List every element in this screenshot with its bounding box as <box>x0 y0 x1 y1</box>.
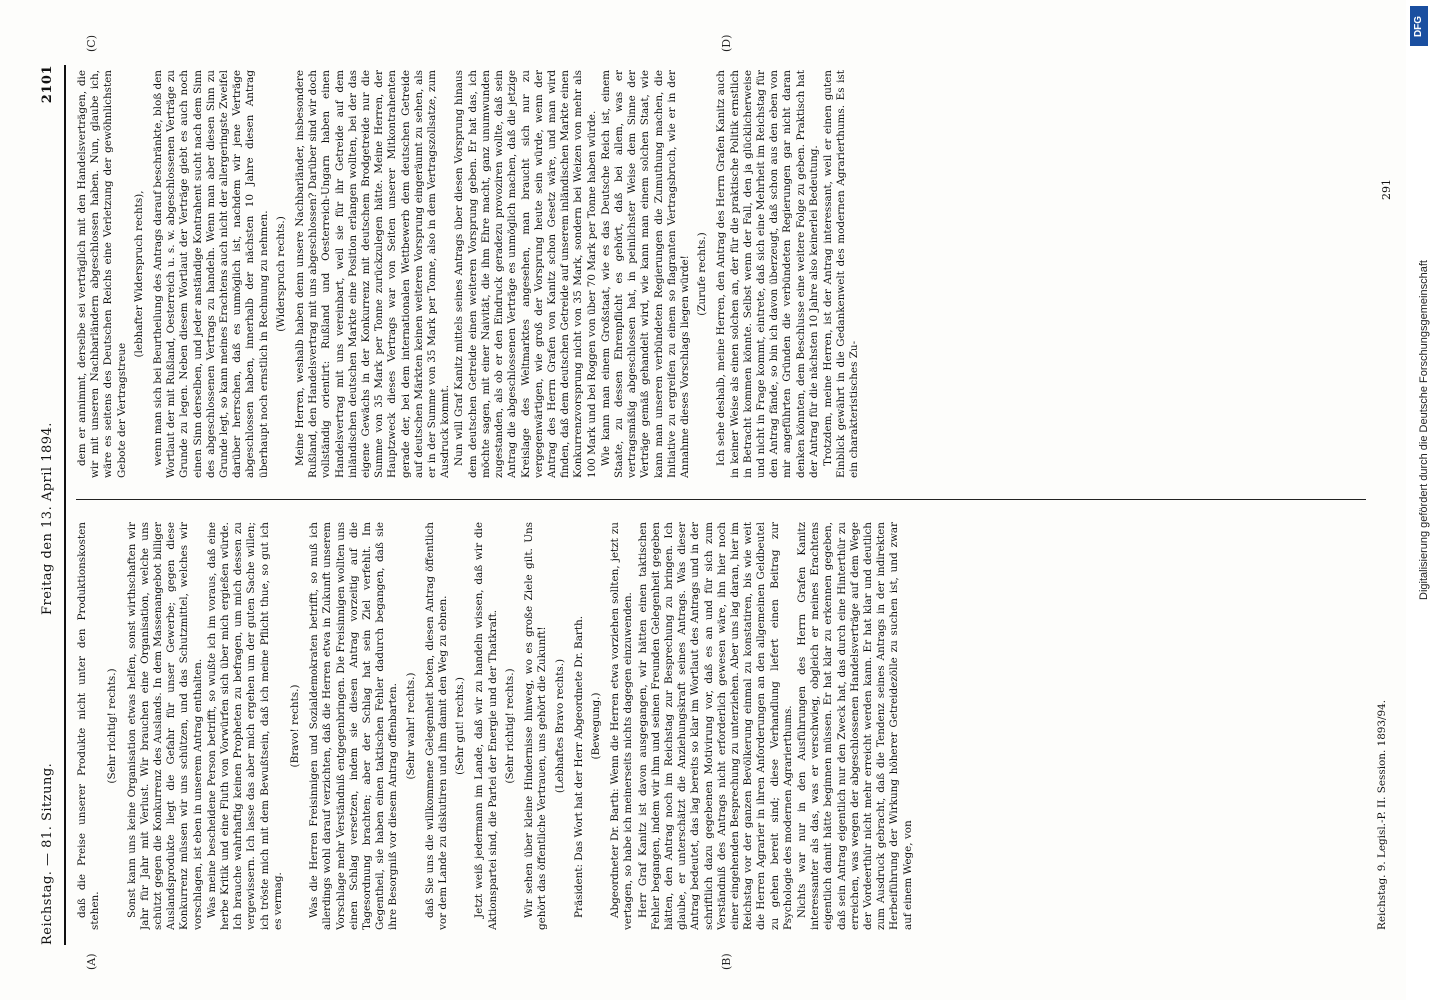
interjection: (Lebhaftes Bravo rechts.) <box>553 658 566 794</box>
paragraph: daß die Preise unserer Produkte nicht unter den Produktionskosten stehen. <box>76 522 102 930</box>
paragraph: wenn man sich bei Beurtheilung des Antrags darauf beschränkte, bloß den Wortlaut der mit Rußland, Oesterreich u. s. w. abgeschlossenen Verträge zu Grunde zu legen. Neben diesem Wortlaut der Verträge giebt es auch noch einen Sinn derselben, und jeder anständige Kontrahent sucht nach dem Sinn des abgeschlossenen Vertrags zu handeln. Wenn man aber diesen Sinn zu Grunde legt, so kann meines Erachtens auch nicht der allergeringste Zweifel darüber herrschen, daß es unmöglich ist, nachdem wir jene Verträge abgeschlossen haben, innerhalb der nächsten 10 Jahre diesen Antrag überhaupt noch ernstlich in Rechnung zu nehmen. <box>152 70 270 478</box>
margin-mark-b: (B) <box>720 953 733 970</box>
interjection: (Widerspruch rechts.) <box>274 216 287 332</box>
interjection: (Sehr richtig! rechts.) <box>106 668 119 784</box>
running-header <box>40 65 62 945</box>
interjection: (Zurufe rechts.) <box>696 232 709 316</box>
interjection: (Bravo! rechts.) <box>289 684 302 768</box>
header-date: Freitag den 13. April 1894. <box>40 422 55 615</box>
footer-page-mark: 291 <box>1380 179 1393 200</box>
right-column <box>76 70 1366 478</box>
margin-mark-c: (C) <box>85 35 98 52</box>
digitization-credit: Digitalisierung gefördert durch die Deutsche Forschungsgemeinschaft <box>1418 260 1430 600</box>
paragraph: Wie kann man einem Großstaat, wie es das Deutsche Reich ist, einem Staate, zu dessen Ehrenpflicht es gehört, daß bei allem, was er vertragsmäßig abgeschlossen hat, in peinlichster Weise dem Sinne der Verträge gemäß gehandelt wird, wie kann man einem solchen Staat, wie kann man unseren verbündeten Regierungen die Zumuthung machen, die Initiative zu ergreifen zu einem so flagranten Vertragsbruch, wie er in der Annahme dieses Vorschlags liegen würde! <box>599 70 691 478</box>
left-column <box>76 522 1366 930</box>
interjection: (Sehr wahr! rechts.) <box>404 672 417 780</box>
paragraph: Wir sehen über kleine Hindernisse hinweg, wo es große Ziele gilt. Uns gehört das öffentliche Vertrauen, uns gehört die Zukunft! <box>523 522 549 930</box>
header-rule <box>64 65 66 945</box>
interjection: (Bewegung.) <box>589 692 602 760</box>
paragraph: Jetzt weiß jedermann im Lande, daß wir zu handeln wissen, daß wir die Aktionspartei sind, die Partei der Energie und der Thatkraft. <box>473 522 499 930</box>
paragraph: Herr Graf Kanitz ist davon ausgegangen, wir hätten einen taktischen Fehler begangen, indem wir ihm und seinen Freunden Gelegenheit gegeben hätten, den Antrag noch im Reichstag zur Besprechung zu bringen. Ich glaube, er unterschätzt die Anziehungskraft seines Antrags. Was dieser Antrag bedeutet, das lag bereits so klar im Wortlaut des Antrags und in der schriftlich dazu gegebenen Motivirung vor, daß es an und für sich zum Verständniß des Antrags nicht erforderlich gewesen wäre, ihn hier noch einer eingehenden Besprechung zu unterziehen. Aber uns lag daran, hier im Reichstag vor der ganzen Bevölkerung einmal zu konstatiren, bis wie weit die Herren Agrarier in ihren Anforderungen an den allgemeinen Geldbeutel zu gehen bereit sind; diese Verhandlung liefert einen Beitrag zur Psychologie des modernen Agrarierthums. <box>636 522 794 930</box>
interjection: (Sehr richtig! rechts.) <box>503 668 516 784</box>
paragraph: Trotzdem, meine Herren, ist der Antrag interessant, weil er einen guten Einblick gewährt in die Gedankenwelt des modernen Agrarierthums. Es ist ein charakteristisches Zu- <box>821 70 861 478</box>
header-session: Reichstag. — 81. Sitzung. <box>40 762 55 945</box>
paragraph: Nichts war nur in den Ausführungen des Herrn Grafen Kanitz interessanter als das, was er verschwieg, obgleich er meines Erachtens eigentlich damit hätte beginnen müssen. Er hat klar zu erkennen gegeben, daß sein Antrag eigentlich nur den Zweck hat, das durch eine Hinterthür zu erreichen, was wegen der abgeschlossenen Handelsverträge auf dem Wege der Vordeerthür nicht mehr erreicht werden kann. Er hat klar und deutlich zum Ausdruck gebracht, daß die Tendenz seines Antrags in der indirekten Herbeiführung der Wirkung höherer Getreidezölle zu suchen ist, und zwar auf einem Wege, von <box>795 522 914 930</box>
dfg-logo-text: DFG <box>1413 15 1425 37</box>
paragraph: Präsident: Das Wort hat der Herr Abgeordnete Dr. Barth. <box>572 615 585 918</box>
paragraph: Nun will Graf Kanitz mittels seines Antrags über diesen Vorsprung hinaus dem deutschen Getreide einen weiteren Vorsprung geben. Er hat das, ich möchte sagen, mit einer Naivität, die ihm Ehre macht, ganz unumwunden zugestanden, als ob er den Eindruck geradezu provoziren wollte, daß sein Antrag die abgeschlossenen Verträge es unmöglich machen, daß die jetzige Kreislage des Weltmarktes angesehen, man braucht sich nur zu vergegenwärtigen, wie groß der Vorsprung heute sein würde, wenn der Antrag des Herrn Grafen von Kanitz schon Gesetz wäre, und man wird finden, daß dem deutschen Getreide auf unserem inländischen Markte einen Konkurrenzvorsprung nicht von 35 Mark, sondern bei Weizen von mehr als 100 Mark und bei Roggen von über 70 Mark per Tonne haben würde. <box>453 70 598 478</box>
paragraph: Was meine bescheidene Person betrifft, so wußte ich im voraus, daß eine herbe Kritik und eine Fluth von Vorwürfen sich über mich ergießen würde. Ich brauche wahrhaftig keinen Propheten zu befragen, um mich dessen zu vergewissern. Ich lasse das aber mich ergehen um der guten Sache willen; ich tröste mich mit dem Bewußtsein, daß ich meine Pflicht thue, so gut ich es vermag. <box>205 522 284 930</box>
margin-mark-d: (D) <box>720 34 733 52</box>
paragraph: Meine Herren, weshalb haben denn unsere Nachbarländer, insbesondere Rußland, den Handelsvertrag mit uns abgeschlossen? Darüber sind wir doch vollständig orientirt: Rußland und Oesterreich-Ungarn haben einen Handelsvertrag mit uns vereinbart, weil sie für ihr Getreide auf dem inländischen deutschen Markte eine Position erlangen wollten, bei der das eigene Gewächs in der Konkurrenz mit deutschem Brodgetreide nur die Summe von 35 Mark per Tonne zurückzulegen hätte. Meine Herren, der Hauptzweck dieses Vertrags war von Seiten unserer Mitkontrahenten gerade der, bei dem internationalen Wettbewerb dem deutschen Getreide auf deutschen Märkten keinen weiteren Vorsprung eingeräumt zu sehen, als er in der Summe von 35 Mark per Tonne, also in dem Vertragszollsatze, zum Ausdruck kommt. <box>294 70 452 478</box>
margin-mark-a: (A) <box>85 953 98 970</box>
header-page-number: 2101 <box>40 65 55 104</box>
paragraph: dem er annimmt, derselbe sei verträglich mit den Handelsverträgen, die wir mit unseren Nachbarländern abgeschlossen haben. Nun, glaube ich, wäre es seitens des Deutschen Reichs eine Verletzung der gewöhnlichsten Gebote der Vertragstreue <box>76 70 128 478</box>
paragraph: Ich sehe deshalb, meine Herren, den Antrag des Herrn Grafen Kanitz auch in keiner Weise als einen solchen an, der für die praktische Politik ernstlich in Betracht kommen könnte. Selbst wenn der Fall, den ja glücklicherweise und nicht in Frage kommt, eintrete, daß sich eine Mehrheit im Reichstag für den Antrag fände, so bin ich davon überzeugt, daß schon aus den eben von mir angeführten Gründen die verbündeten Regierungen gar nicht daran denken könnten, dem Beschlusse eine weitere Folge zu geben. Praktisch hat der Antrag für die nächsten 10 Jahre also keinerlei Bedeutung. <box>715 70 820 478</box>
paragraph: daß Sie uns die willkommene Gelegenheit boten, diesen Antrag öffentlich vor dem Lande zu diskutiren und ihm damit den Weg zu ebnen. <box>423 522 450 930</box>
interjection: (lebhafter Widerspruch rechts), <box>132 190 145 358</box>
page-footer: Reichstag. 9. Legisl.-P. II. Session. 1893/94. <box>1376 699 1388 930</box>
interjection: (Sehr gut! rechts.) <box>454 677 467 775</box>
paragraph: Sonst kann uns keine Organisation etwas helfen, sonst wirthschaften wir Jahr für Jahr mit Verlust. Wir brauchen eine Organisation, welche uns schützt gegen die Konkurrenz des Auslands. In dem Massenangebot billiger Auslandsprodukte liegt die Gefahr für unser Gewerbe; gegen diese Konkurrenz müssen wir uns schützen, und das Schutzmittel, welches wir vorschlagen, ist eben in unserem Antrag enthalten. <box>125 522 204 930</box>
paragraph: Abgeordneter Dr. Barth: Wenn die Herren etwa vorziehen sollten, jetzt zu vertagen, so habe ich meinerseits nichts dagegen einzuwenden. <box>609 522 635 930</box>
column-divider <box>76 499 1366 500</box>
dfg-logo <box>1410 6 1428 46</box>
paragraph: Was die Herren Freisinnigen und Sozialdemokraten betrifft, so muß ich allerdings wohl darauf verzichten, daß die Herren etwa in Zukunft unserem Vorschlage mehr Verständniß entgegenbringen. Die Freisinnigen wollten uns einen Schlag versetzen, indem sie diesen Antrag vorzeitig auf die Tagesordnung brachten; aber der Schlag hat sein Ziel verfehlt. Im Gegentheil, sie haben einen taktischen Fehler dadurch begangen, daß sie ihre Besorgniß vor diesem Antrag offenbarten. <box>308 522 400 930</box>
